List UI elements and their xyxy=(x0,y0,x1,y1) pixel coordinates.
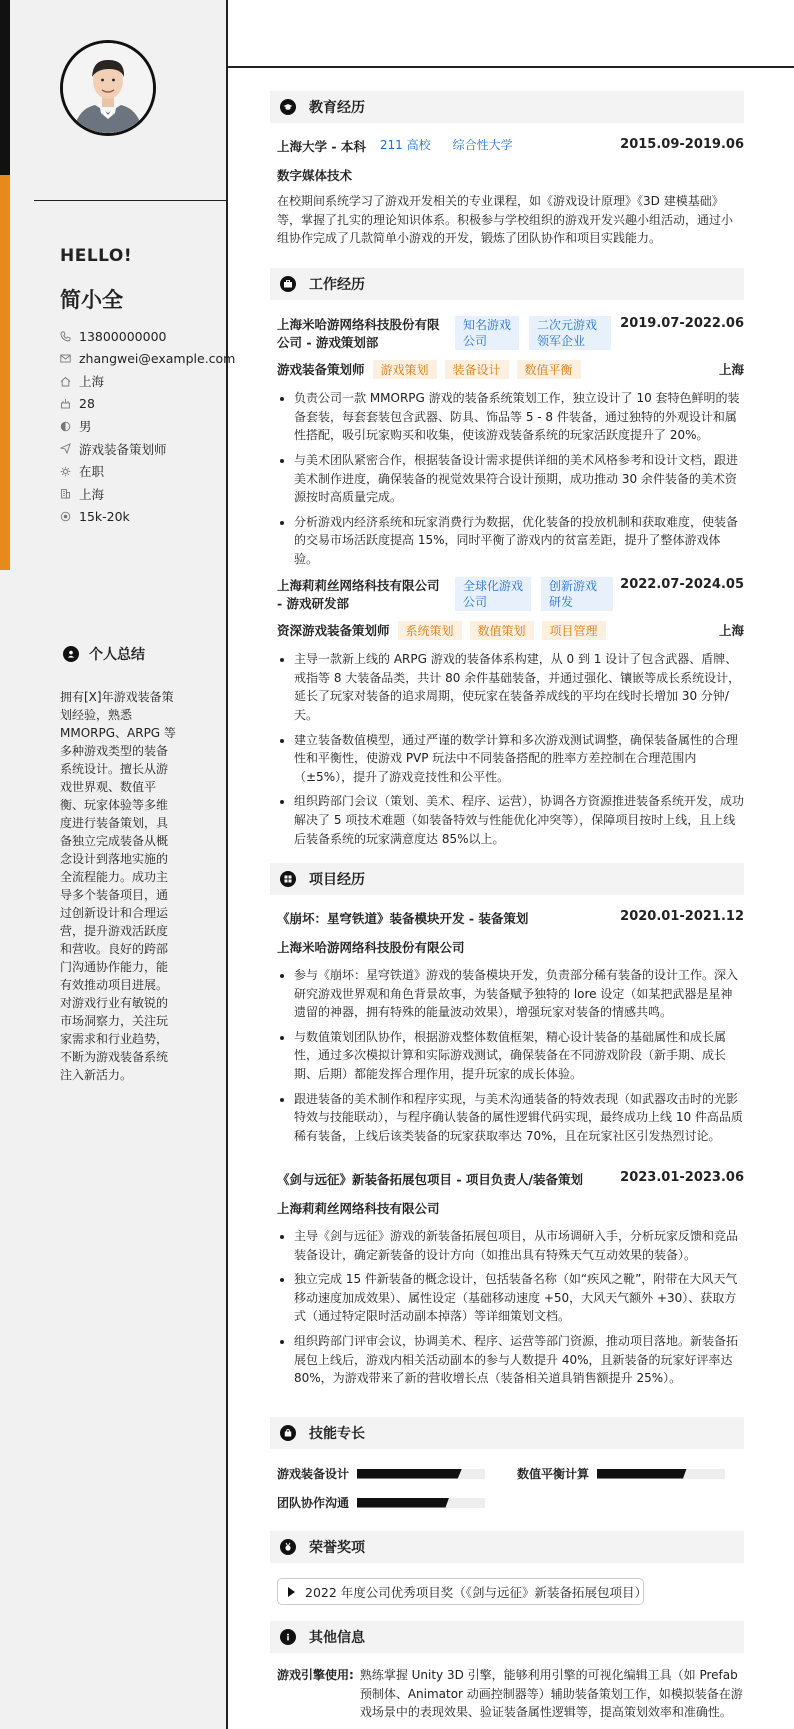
skill-name: 团队协作沟通 xyxy=(277,1496,350,1510)
project-bullets xyxy=(277,1227,744,1388)
list-item: 跟进装备的美术制作和程序实现，与美术沟通装备的特效表现（如武器攻击时的光影特效与技能联动），与程序确认装备的属性逻辑代码实现，最终成功上线 10 件高品质稀有装备，上线后该类装备的玩家获取率达 70%，且在玩家社区引发热烈讨论。 xyxy=(277,1090,744,1146)
company-tag: 知名游戏公司 xyxy=(455,316,519,350)
summary-heading xyxy=(63,644,145,664)
summary-title: 个人总结 xyxy=(89,647,145,663)
job-role: 游戏装备策划师 xyxy=(277,362,365,378)
other-label: 游戏引擎使用: xyxy=(277,1668,354,1682)
contact-info-list xyxy=(60,325,235,528)
phone-icon xyxy=(60,331,71,342)
gender-value: 男 xyxy=(79,419,92,435)
education-date: 2015.09-2019.06 xyxy=(620,137,744,152)
project-date: 2020.01-2021.12 xyxy=(620,909,744,924)
project-date: 2023.01-2023.06 xyxy=(620,1170,744,1185)
skill-name: 游戏装备设计 xyxy=(277,1467,350,1481)
job-role: 资深游戏装备策划师 xyxy=(277,623,390,639)
info-icon xyxy=(280,1629,296,1645)
major: 数字媒体技术 xyxy=(277,168,353,183)
projects-heading xyxy=(270,863,744,895)
school-tag: 综合性大学 xyxy=(452,138,513,152)
project-company: 上海莉莉丝网络科技有限公司 xyxy=(277,1201,440,1216)
salary-value: 15k-20k xyxy=(79,508,130,524)
list-item: 与美术团队紧密合作，根据装备设计需求提供详细的美术风格参考和设计文档，跟进美术制作进度，确保装备的视觉效果符合设计预期，成功推动 30 余件装备的美术资源按时高质量完成。 xyxy=(277,451,744,507)
projects-title: 项目经历 xyxy=(309,872,365,888)
skill-tag: 数值平衡 xyxy=(517,360,581,379)
job-entry xyxy=(277,316,744,575)
education-entry xyxy=(277,137,744,248)
skill-tag: 游戏策划 xyxy=(373,360,437,379)
skill-item xyxy=(517,1465,725,1482)
skill-tag: 项目管理 xyxy=(542,621,606,640)
other-heading xyxy=(270,1621,744,1653)
list-item: 建立装备数值模型，通过严谨的数学计算和多次游戏测试调整，确保装备属性的合理性和平衡性，使游戏 PVP 玩法中不同装备搭配的胜率方差控制在合理范围内（±5%），提升了游戏竞技性和公平性。 xyxy=(277,731,744,787)
list-item: 负责公司一款 MMORPG 游戏的装备系统策划工作，独立设计了 10 套特色鲜明的装备套装，每套套装包含武器、防具、饰品等 5 - 8 件装备，通过独特的外观设计和属性搭配，吸引玩家购买和收集，使该游戏装备系统的玩家活跃度提升了 20%。 xyxy=(277,389,744,445)
list-item: 分析游戏内经济系统和玩家消费行为数据，优化装备的投放机制和获取难度，使装备的交易市场活跃度提高 15%，同时平衡了游戏内的贫富差距，提升了整体游戏体验。 xyxy=(277,513,744,569)
cake-icon xyxy=(60,398,71,409)
skill-tag: 系统策划 xyxy=(398,621,462,640)
list-item: 组织跨部门会议（策划、美术、程序、运营），协调各方资源推进装备系统开发，成功解决了 5 项技术难题（如装备特效与性能优化冲突等），保障项目按时上线，且上线后装备系统的玩家满意度达 85%以上。 xyxy=(277,792,744,848)
skill-bar xyxy=(357,1498,485,1508)
building-icon xyxy=(60,488,71,499)
grid-icon xyxy=(280,871,296,887)
salary-icon xyxy=(60,511,71,522)
skill-bar-fill xyxy=(597,1469,687,1479)
education-heading xyxy=(270,91,744,123)
other-title: 其他信息 xyxy=(309,1630,365,1646)
shopping-bag-icon xyxy=(280,1425,296,1441)
company-tag: 创新游戏研发 xyxy=(541,577,613,611)
job-date: 2019.07-2022.06 xyxy=(620,316,744,331)
list-item: 组织跨部门评审会议，协调美术、程序、运营等部门资源，推动项目落地。新装备拓展包上线后，游戏内相关活动副本的参与人数提升 40%，且新装备的玩家好评率达 80%，为游戏带来了新的营收增长点（装备相关道具销售额提升 25%）。 xyxy=(277,1332,744,1388)
list-item: 主导《剑与远征》游戏的新装备拓展包项目，从市场调研入手，分析玩家反馈和竞品装备设计，确定新装备的设计方向（如推出具有特殊天气互动效果的装备）。 xyxy=(277,1227,744,1264)
status-icon xyxy=(60,466,71,477)
email-value: zhangwei@example.com xyxy=(79,351,236,367)
hello-heading: HELLO! xyxy=(60,246,133,266)
info-status xyxy=(60,460,235,483)
job-entry xyxy=(277,577,744,854)
info-age xyxy=(60,393,235,416)
project-name: 《剑与远征》新装备拓展包项目 - 项目负责人/装备策划 xyxy=(277,1172,583,1187)
job-city: 上海 xyxy=(718,362,744,378)
mail-icon xyxy=(60,353,71,364)
age-value: 28 xyxy=(79,396,95,412)
school-tag: 211 高校 xyxy=(379,138,431,152)
company-name: 上海米哈游网络科技股份有限公司 - 游戏策划部 xyxy=(277,317,440,351)
info-position xyxy=(60,438,235,461)
project-bullets xyxy=(277,966,744,1145)
project-entry xyxy=(277,909,744,1151)
work-heading xyxy=(270,268,744,300)
sidebar xyxy=(0,0,236,1729)
job-bullets xyxy=(277,650,744,848)
sidebar-accent-black xyxy=(0,0,10,175)
honors-title: 荣誉奖项 xyxy=(309,1540,365,1556)
award-text: 2022 年度公司优秀项目奖（《剑与远征》新装备拓展包项目） xyxy=(305,1584,648,1600)
user-icon xyxy=(63,646,79,662)
skill-bar xyxy=(597,1469,725,1479)
honors-heading xyxy=(270,1531,744,1563)
company-tag: 全球化游戏公司 xyxy=(455,577,531,611)
other-text: 熟练掌握 Unity 3D 引擎，能够利用引擎的可视化编辑工具（如 Prefab 预制体、Animator 动画控制器等）辅助装备策划工作，如模拟装备在游戏场景中的表现效果、验证装备属性逻辑等，提高策划效率和准确性。 xyxy=(359,1668,743,1720)
expand-triangle-icon[interactable] xyxy=(288,1587,295,1597)
skill-item xyxy=(277,1465,485,1482)
work-title: 工作经历 xyxy=(309,277,365,293)
location-value: 上海 xyxy=(79,374,105,390)
info-location xyxy=(60,370,235,393)
position-value: 游戏装备策划师 xyxy=(79,441,167,457)
project-name: 《崩坏：星穹铁道》装备模块开发 - 装备策划 xyxy=(277,911,529,926)
skill-bar-fill xyxy=(357,1469,462,1479)
candidate-name: 简小全 xyxy=(60,288,123,312)
skills-heading xyxy=(270,1417,744,1449)
skills-title: 技能专长 xyxy=(309,1426,365,1442)
list-item: 主导一款新上线的 ARPG 游戏的装备体系构建，从 0 到 1 设计了包含武器、盾牌、戒指等 8 大装备品类，共计 80 余件基础装备，并通过强化、镶嵌等成长系统设计，延长了玩家对装备的追求周期，使玩家在装备养成线的平均在线时长增加 30 分钟/天。 xyxy=(277,650,744,724)
skill-name: 数值平衡计算 xyxy=(517,1467,590,1481)
list-item: 独立完成 15 件新装备的概念设计，包括装备名称（如“疾风之靴”，附带在大风天气移动速度加成效果）、属性设定（基础移动速度 +50，大风天气额外 +30）、获取方式（通过特定限时活动副本掉落）等详细策划文档。 xyxy=(277,1270,744,1326)
sidebar-divider xyxy=(34,200,228,201)
gender-icon xyxy=(60,421,71,432)
award-item[interactable] xyxy=(277,1578,648,1605)
skill-item xyxy=(277,1494,485,1511)
summary-text: 拥有[X]年游戏装备策划经验，熟悉MMORPG、ARPG 等多种游戏类型的装备系统设计。擅长从游戏世界观、数值平衡、玩家体验等多维度进行装备策划，具备独立完成装备从概念设计到落地实施的全流程能力。成功主导多个装备项目，通过创新设计和合理运营，提升游戏活跃度和营收。良好的跨部门沟通协作能力，能有效推动项目进展。对游戏行业有敏锐的市场洞察力，关注玩家需求和行业趋势，不断为游戏装备系统注入新活力。 xyxy=(60,690,176,1082)
project-company: 上海米哈游网络科技股份有限公司 xyxy=(277,940,465,955)
info-email xyxy=(60,348,235,371)
send-icon xyxy=(60,443,71,454)
other-entry xyxy=(277,1666,744,1722)
education-desc: 在校期间系统学习了游戏开发相关的专业课程，如《游戏设计原理》《3D 建模基础》等，掌握了扎实的理论知识体系。积极参与学校组织的游戏开发兴趣小组活动，通过小组协作完成了几款简单小游戏的开发，锻炼了团队协作和项目实践能力。 xyxy=(277,194,734,246)
job-date: 2022.07-2024.05 xyxy=(620,577,744,592)
company-tag: 二次元游戏领军企业 xyxy=(529,316,611,350)
phone-value: 13800000000 xyxy=(79,328,167,344)
briefcase-icon xyxy=(280,276,296,292)
status-value: 在职 xyxy=(79,464,105,480)
skill-tag: 数值策划 xyxy=(470,621,534,640)
info-workplace xyxy=(60,483,235,506)
home-icon xyxy=(60,376,71,387)
graduation-cap-icon xyxy=(280,99,296,115)
company-name: 上海莉莉丝网络科技有限公司 - 游戏研发部 xyxy=(277,578,440,612)
job-bullets xyxy=(277,389,744,568)
sidebar-accent-orange xyxy=(0,175,10,570)
school-name: 上海大学 - 本科 xyxy=(277,139,366,154)
skill-bar xyxy=(357,1469,485,1479)
skill-bar-fill xyxy=(357,1498,449,1508)
list-item: 与数值策划团队协作，根据游戏整体数值框架，精心设计装备的基础属性和成长属性，通过多次模拟计算和实际游戏测试，确保装备在不同游戏阶段（新手期、成长期、后期）都能发挥合理作用，提升玩家的成长体验。 xyxy=(277,1028,744,1084)
project-entry xyxy=(277,1170,744,1394)
skill-tag: 装备设计 xyxy=(445,360,509,379)
header-divider xyxy=(228,66,794,68)
avatar xyxy=(60,40,156,136)
info-gender xyxy=(60,415,235,438)
info-phone xyxy=(60,325,235,348)
info-salary xyxy=(60,505,235,528)
job-city: 上海 xyxy=(718,623,744,639)
medal-icon xyxy=(280,1539,296,1555)
list-item: 参与《崩坏：星穹铁道》游戏的装备模块开发，负责部分稀有装备的设计工作。深入研究游戏世界观和角色背景故事，为装备赋予独特的 lore 设定（如某把武器是星神遗留的神器，拥有特殊的能量波动效果），增强玩家对装备的情感共鸣。 xyxy=(277,966,744,1022)
workplace-value: 上海 xyxy=(79,486,105,502)
education-title: 教育经历 xyxy=(309,100,365,116)
